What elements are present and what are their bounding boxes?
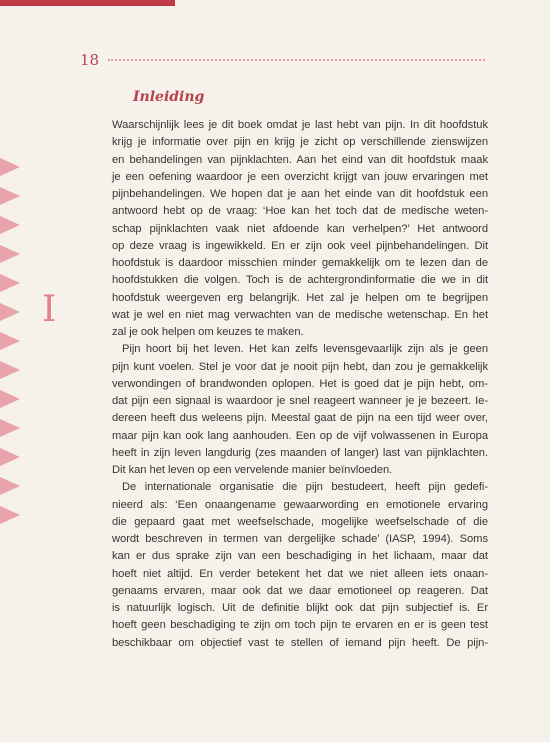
text-line: je een oefening waardoor je een overzicht krijgt van jouw ervaringen met bbox=[112, 170, 488, 183]
edge-triangle bbox=[0, 477, 20, 495]
edge-triangle bbox=[0, 274, 20, 292]
text-line: genaams ervaren, maar ook dat we daar emotioneel op reageren. Dat bbox=[112, 584, 488, 597]
top-accent-bar bbox=[0, 0, 175, 6]
text-line: dereen heeft dus weleens pijn. Meestal gaat de pijn na een tijd weer over, bbox=[112, 412, 488, 425]
edge-triangle bbox=[0, 216, 20, 234]
text-line: hoeft niet altijd. En verder betekent het dat we niet alleen iets onaan- bbox=[112, 567, 488, 580]
text-line: Dit kan het leven op een vervelende manier beïnvloeden. bbox=[112, 464, 393, 476]
text-line: De internationale organisatie die pijn bestudeert, heeft pijn gedefi- bbox=[122, 481, 488, 494]
edge-triangle bbox=[0, 390, 20, 408]
text-line: hoofdstuk weergeven erg belangrijk. Het zal je helpen om te begrijpen bbox=[112, 291, 488, 304]
edge-triangle bbox=[0, 361, 20, 379]
edge-triangle bbox=[0, 245, 20, 263]
text-line: wordt beschreven in termen van dergelijke schade’ (IASP, 1994). Soms bbox=[112, 533, 488, 545]
edge-triangle bbox=[0, 187, 20, 205]
chapter-marker: I bbox=[42, 289, 57, 330]
text-line: hoofdstukken die volgen. Toch is de achtergrondinformatie die we in dit bbox=[112, 274, 488, 287]
edge-triangle bbox=[0, 419, 20, 437]
text-line: hoeft geen beschadiging te zijn om toch pijn te ervaren en er is geen test bbox=[112, 619, 488, 632]
paragraph-3 bbox=[112, 479, 488, 652]
edge-triangle-markers bbox=[0, 158, 22, 618]
edge-triangle bbox=[0, 303, 20, 321]
text-line: verwondingen of brandwonden oplopen. Het is goed dat je pijn hebt, om- bbox=[112, 377, 488, 390]
text-line: pijnbehandelingen. We hopen dat je aan het einde van dit hoofdstuk een bbox=[112, 188, 488, 200]
text-line: antwoord hebt op de vraag: ‘Hoe kan het toch dat de medische weten- bbox=[112, 205, 488, 218]
text-line: dat pijn een signaal is waardoor je snel reageert wanneer je je bezeert. Ie- bbox=[112, 395, 488, 407]
text-line: die gepaard gaat met weefselschade, mogelijke weefselschade of die bbox=[112, 515, 488, 528]
text-line: wat je wel en niet mag verwachten van de medische wetenschap. En het bbox=[112, 308, 488, 321]
edge-triangle bbox=[0, 332, 20, 350]
text-line: hoofdstuk is daardoor misschien minder gemakkelijk om te lezen dan de bbox=[112, 257, 488, 269]
section-heading: Inleiding bbox=[133, 89, 205, 105]
text-line: nieerd als: ‘Een onaangename gewaarwording en emotionele ervaring bbox=[112, 498, 488, 511]
edge-triangle bbox=[0, 506, 20, 524]
paragraph-2 bbox=[112, 341, 488, 479]
text-line: Pijn hoort bij het leven. Het kan zelfs levensgevaarlijk zijn als je geen bbox=[122, 343, 488, 356]
text-line: op deze vraag is ingewikkeld. En er zijn ook veel pijnbehandelingen. Dit bbox=[112, 239, 488, 252]
header-dotted-rule bbox=[108, 59, 485, 61]
page-number: 18 bbox=[80, 51, 100, 69]
text-line: zal je ook helpen om keuzes te maken. bbox=[112, 326, 304, 338]
paragraph-1 bbox=[112, 117, 488, 341]
text-line: is natuurlijk logisch. Uit de definitie blijkt ook dat pijn subjectief is. Er bbox=[112, 602, 488, 614]
text-line: pijn kunt voelen. Stel je voor dat je nooit pijn hebt, dan zou je gemakkelijk bbox=[112, 360, 488, 373]
text-line: krijg je informatie over pijn en krijg je zicht op verschillende zienswijzen bbox=[112, 136, 488, 149]
text-line: kan er dus sprake zijn van een beschadiging in het lichaam, maar dat bbox=[112, 550, 488, 563]
text-line: heeft in zijn leven langdurig (zes maanden of langer) last van pijnklachten. bbox=[112, 446, 488, 459]
text-line: schap pijnklachten vaak niet afdoende kan verhelpen?’ Het antwoord bbox=[112, 222, 488, 235]
text-line: Waarschijnlijk lees je dit boek omdat je last hebt van pijn. In dit hoofdstuk bbox=[112, 119, 488, 131]
text-line: beschikbaar om objectief vast te stellen of iemand pijn heeft. De pijn- bbox=[112, 636, 488, 649]
edge-triangle bbox=[0, 448, 20, 466]
text-line: maar pijn kan ook lang aanhouden. Een op de vijf volwassenen in Europa bbox=[112, 429, 488, 442]
edge-triangle bbox=[0, 158, 20, 176]
text-line: en behandelingen van pijnklachten. Aan het eind van dit hoofdstuk maak bbox=[112, 153, 488, 166]
body-text bbox=[112, 117, 488, 652]
